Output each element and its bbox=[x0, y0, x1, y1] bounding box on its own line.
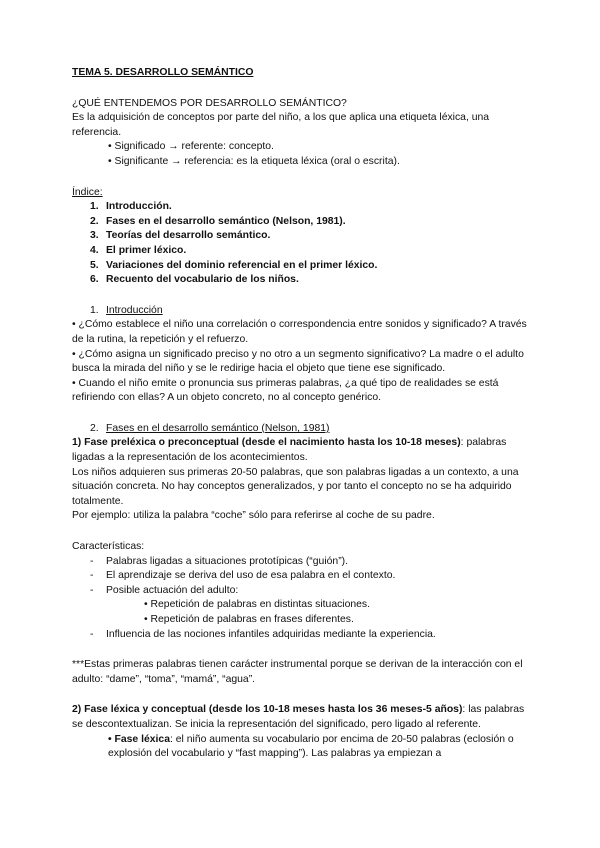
index-item: 4. El primer léxico. bbox=[90, 244, 187, 256]
index-item: 2. Fases en el desarrollo semántico (Nelson, 1981). bbox=[90, 215, 346, 227]
phase-2-bullet: • Fase léxica: el niño aumenta su vocabulario por encima de 20-50 palabras (eclosión o explosión del vocabulario y “fast mapping”). Las palabras ya empiezan a bbox=[108, 733, 514, 760]
index-item: 1. Introducción. bbox=[90, 201, 172, 213]
document-title: TEMA 5. DESARROLLO SEMÁNTICO bbox=[72, 67, 254, 78]
definition-bullet: • Significante → referencia: es la etiqueta léxica (oral o escrita). bbox=[108, 155, 400, 167]
phase-1-title: 1) Fase preléxica o preconceptual (desde el nacimiento hasta los 10-18 meses): palabras ligadas a la representación de los acontecimientos. bbox=[72, 437, 507, 464]
document-page bbox=[72, 66, 534, 762]
instrumental-note: ***Estas primeras palabras tienen carácter instrumental porque se derivan de la interacción con el adulto: “dame”, “toma”, “mamá”, “agua”. bbox=[72, 659, 523, 685]
adult-action-item: • Repetición de palabras en frases diferentes. bbox=[144, 614, 354, 625]
intro-paragraph: • ¿Cómo establece el niño una correlación o correspondencia entre sonidos y significado? A través de la rutina, la repetición y el refuerzo. bbox=[72, 319, 527, 345]
phase-2-paragraph: 2) Fase léxica y conceptual (desde los 10-18 meses hasta los 36 meses-5 años): las palabras se descontextualizan. Se inicia la representación del significado, pero ligado al referente. bbox=[72, 704, 525, 730]
features-label: Características: bbox=[72, 541, 145, 553]
index-label: Índice: bbox=[72, 186, 103, 198]
feature-item: - Posible actuación del adulto: bbox=[90, 584, 239, 596]
index-item: 5. Variaciones del dominio referencial en el primer léxico. bbox=[90, 259, 378, 271]
feature-item: - Influencia de las nociones infantiles adquiridas mediante la experiencia. bbox=[90, 628, 436, 640]
definition-bullet: • Significado → referente: concepto. bbox=[108, 141, 274, 153]
definition-paragraph: Es la adquisición de conceptos por parte del niño, a los que aplica una etiqueta léxica, una referencia. bbox=[72, 112, 490, 138]
index-item: 6. Recuento del vocabulario de los niños. bbox=[90, 274, 299, 286]
index-list bbox=[72, 200, 534, 288]
phase-1-example: Por ejemplo: utiliza la palabra “coche” sólo para referirse al coche de su padre. bbox=[72, 510, 435, 522]
section-2-heading: 2. Fases en el desarrollo semántico (Nelson, 1981) bbox=[90, 422, 330, 434]
section-1-heading: 1. Introducción bbox=[90, 304, 163, 316]
feature-item: - El aprendizaje se deriva del uso de esa palabra en el contexto. bbox=[90, 570, 396, 582]
intro-paragraph: • ¿Cómo asigna un significado preciso y no otro a un segmento significativo? La madre o el adulto busca la mirada del niño y se le redirige hacia el objeto que tiene ese significado. bbox=[72, 348, 524, 375]
phase-1-paragraph: Los niños adquieren sus primeras 20-50 palabras, que son palabras ligadas a un contexto, a una situación concreta. No hay conceptos generalizados, y por tanto el concepto no se ha adquirido totalmente. bbox=[72, 466, 519, 507]
section-question: ¿QUÉ ENTENDEMOS POR DESARROLLO SEMÁNTICO? bbox=[72, 97, 347, 109]
index-item: 3. Teorías del desarrollo semántico. bbox=[90, 230, 271, 242]
intro-paragraph: • Cuando el niño emite o pronuncia sus primeras palabras, ¿a qué tipo de realidades se está refiriendo con ellas? A un objeto concreto, no al concepto genérico. bbox=[72, 377, 499, 404]
feature-item: - Palabras ligadas a situaciones prototípicas (“guión”). bbox=[90, 555, 348, 567]
adult-action-item: • Repetición de palabras en distintas situaciones. bbox=[144, 599, 371, 611]
